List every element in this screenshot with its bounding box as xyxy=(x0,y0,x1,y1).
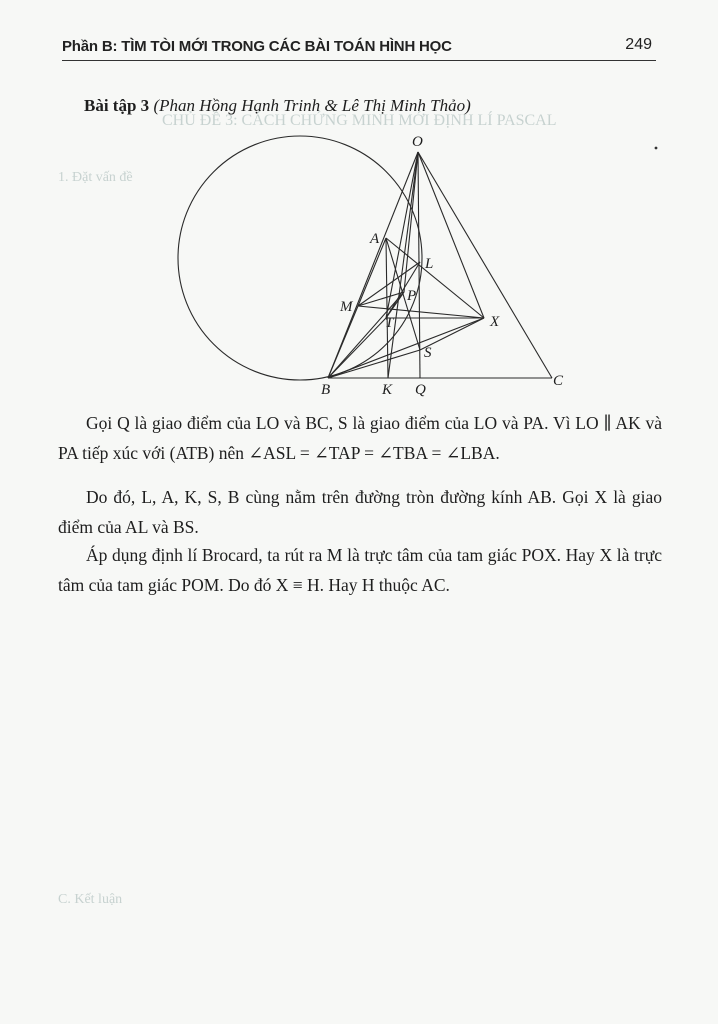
label-o: O xyxy=(412,134,423,150)
exercise-authors: (Phan Hồng Hạnh Trinh & Lê Thị Minh Thảo) xyxy=(153,96,471,115)
label-m: M xyxy=(340,299,353,315)
label-a: A xyxy=(370,231,380,247)
label-c: C xyxy=(553,373,564,389)
header-title: Phần B: TÌM TÒI MỚI TRONG CÁC BÀI TOÁN HÌNH HỌC xyxy=(62,38,452,55)
segment-ob xyxy=(328,152,418,378)
segment-ok xyxy=(388,152,418,378)
paragraph-1: Gọi Q là giao điểm của LO và BC, S là giao điểm của LO và PA. Vì LO ∥ AK và PA tiếp xúc với (ATB) nên ∠ASL = ∠TAP = ∠TBA = ∠LBA. xyxy=(58,413,662,463)
circle-atb xyxy=(178,136,422,380)
label-q: Q xyxy=(415,382,426,398)
page-number: 249 xyxy=(625,36,652,53)
label-b: B xyxy=(321,382,331,398)
segment-bx xyxy=(328,318,484,378)
segment-ox xyxy=(418,152,484,318)
bleed-through-section: 1. Đặt vấn đề xyxy=(58,170,133,185)
segment-op xyxy=(404,152,418,292)
label-l: L xyxy=(425,256,434,272)
segment-oc xyxy=(418,152,552,378)
label-t: T xyxy=(385,315,394,331)
label-p: P xyxy=(407,288,417,304)
label-k: K xyxy=(382,382,393,398)
paragraph-2: Do đó, L, A, K, S, B cùng nằm trên đường tròn đường kính AB. Gọi X là giao điểm của AL và BS. xyxy=(58,487,662,537)
bleed-through-conclusion: C. Kết luận xyxy=(58,892,123,907)
stray-mark xyxy=(655,147,658,150)
segment-ax xyxy=(386,238,484,318)
label-s: S xyxy=(424,345,432,361)
bleed-through-heading: CHỦ ĐỀ 3: CÁCH CHỨNG MINH MỚI ĐỊNH LÍ PASCAL xyxy=(162,112,557,129)
exercise-label: Bài tập 3 xyxy=(84,96,150,115)
segment-mx xyxy=(358,306,484,318)
paragraph-3: Áp dụng định lí Brocard, ta rút ra M là trực tâm của tam giác POX. Hay X là trực tâm của tam giác POM. Do đó X ≡ H. Hay H thuộc AC. xyxy=(58,545,662,595)
label-x: X xyxy=(490,314,500,330)
